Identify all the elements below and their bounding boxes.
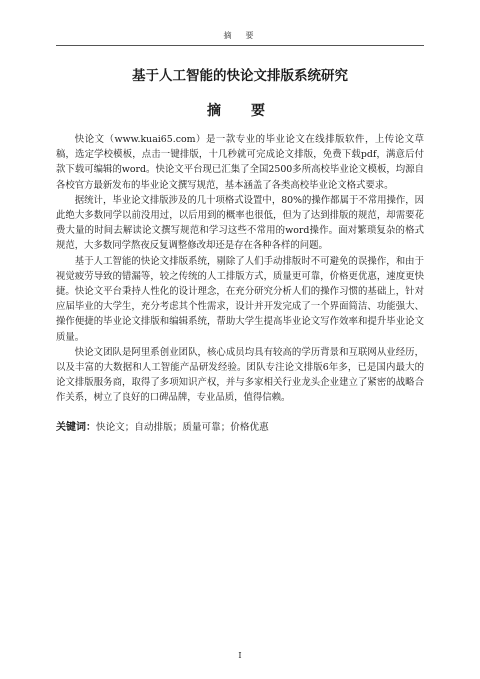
abstract-body: [56, 132, 424, 435]
keywords-line: [56, 420, 424, 435]
document-title: 基于人工智能的快论文排版系统研究: [132, 68, 348, 84]
keywords-label: 关键词：: [56, 421, 96, 433]
abstract-heading: 摘 要: [207, 103, 273, 119]
abstract-paragraph: 快论文（www.kuai65.com）是一款专业的毕业论文在线排版软件，上传论文草稿，选定学校模板，点击一键排版，十几秒就可完成论文排版，免费下载pdf，满意后付款下载可编辑的word。快论文平台现已汇集了全国2500多所高校毕业论文模板，均源自各校官方最新发布的毕业论文撰写规范，基本涵盖了各类高校毕业论文格式要求。: [56, 134, 424, 191]
abstract-paragraph: 据统计，毕业论文排版涉及的几十项格式设置中，80%的操作都属于不常用操作，因此绝大多数同学以前没用过，以后用到的概率也很低，但为了达到排版的规范，却需要花费大量的时间去解读论文撰写规范和学习这些不常用的word操作。面对繁琐复杂的格式规范，大多数同学熬夜反复调整修改却还是存在各种各样的问题。: [56, 194, 424, 252]
running-header: 摘 要: [56, 30, 424, 46]
keywords-text: 快论文；自动排版；质量可靠；价格优惠: [96, 421, 269, 433]
abstract-paragraph: 基于人工智能的快论文排版系统，剔除了人们手动排版时不可避免的误操作，和由于视觉疲劳导致的错漏等，较之传统的人工排版方式，质量更可靠，价格更优惠，速度更快捷。快论文平台秉持人性化的设计理念，在充分研究分析人们的操作习惯的基础上，针对应届毕业的大学生，充分考虑其个性需求，设计并开发完成了一个界面简洁、功能强大、操作便捷的毕业论文排版和编辑系统，帮助大学生提高毕业论文写作效率和提升毕业论文质量。: [56, 255, 424, 343]
abstract-paragraph: 快论文团队是阿里系创业团队，核心成员均具有较高的学历背景和互联网从业经历，以及丰富的大数据和人工智能产品研发经验。团队专注论文排版6年多，已是国内最大的论文排版服务商，取得了多项知识产权，并与多家相关行业龙头企业建立了紧密的战略合作关系，树立了良好的口碑品牌，专业品质，值得信赖。: [56, 346, 424, 404]
page-number: I: [238, 651, 242, 660]
